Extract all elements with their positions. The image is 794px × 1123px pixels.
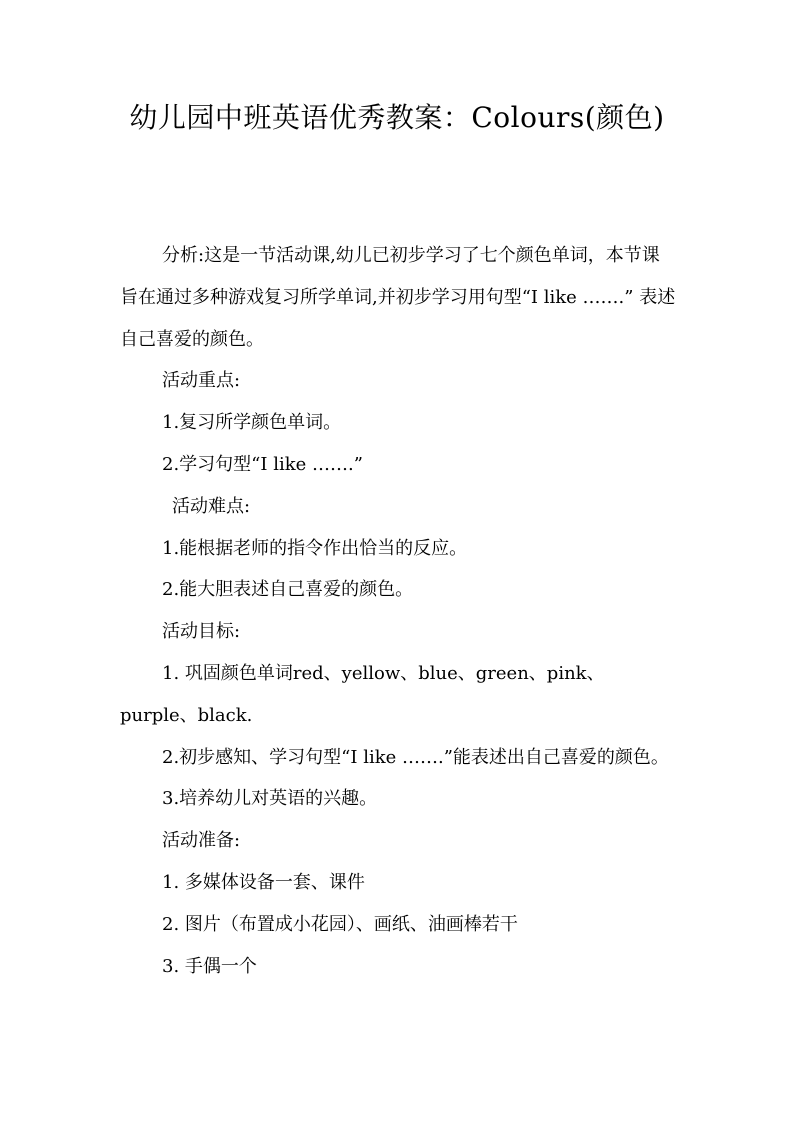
- objective-item: 3.培养幼儿对英语的兴趣。: [162, 788, 378, 810]
- preparation-item: 2. 图片（布置成小花园）、画纸、油画棒若干: [162, 913, 518, 935]
- difficulty-item: 2.能大胆表述自己喜爱的颜色。: [162, 579, 414, 601]
- preparation-item: 1. 多媒体设备一套、课件: [162, 871, 365, 893]
- objective-item: 2.初步感知、学习句型“I like …….”能表述出自己喜爱的颜色。: [162, 746, 669, 768]
- difficulty-item: 1.能根据老师的指令作出恰当的反应。: [162, 537, 468, 559]
- key-points-heading: 活动重点:: [162, 370, 241, 392]
- key-point-item: 1.复习所学颜色单词。: [162, 412, 342, 434]
- difficulties-heading: 活动难点:: [172, 495, 251, 517]
- key-point-item: 2.学习句型“I like …….”: [162, 453, 363, 475]
- objectives-heading: 活动目标:: [162, 621, 241, 643]
- document-body: [120, 235, 676, 987]
- preparation-heading: 活动准备:: [162, 830, 241, 852]
- preparation-item: 3. 手偶一个: [162, 955, 257, 977]
- objective-item: 1. 巩固颜色单词red、yellow、blue、green、pink、purple、black.: [120, 662, 605, 726]
- document-title: 幼儿园中班英语优秀教案：Colours(颜色): [129, 101, 665, 134]
- analysis-paragraph: 分析:这是一节活动课,幼儿已初步学习了七个颜色单词，本节课旨在通过多种游戏复习所学单词,并初步学习用句型“I like …….” 表述自己喜爱的颜色。: [120, 245, 676, 350]
